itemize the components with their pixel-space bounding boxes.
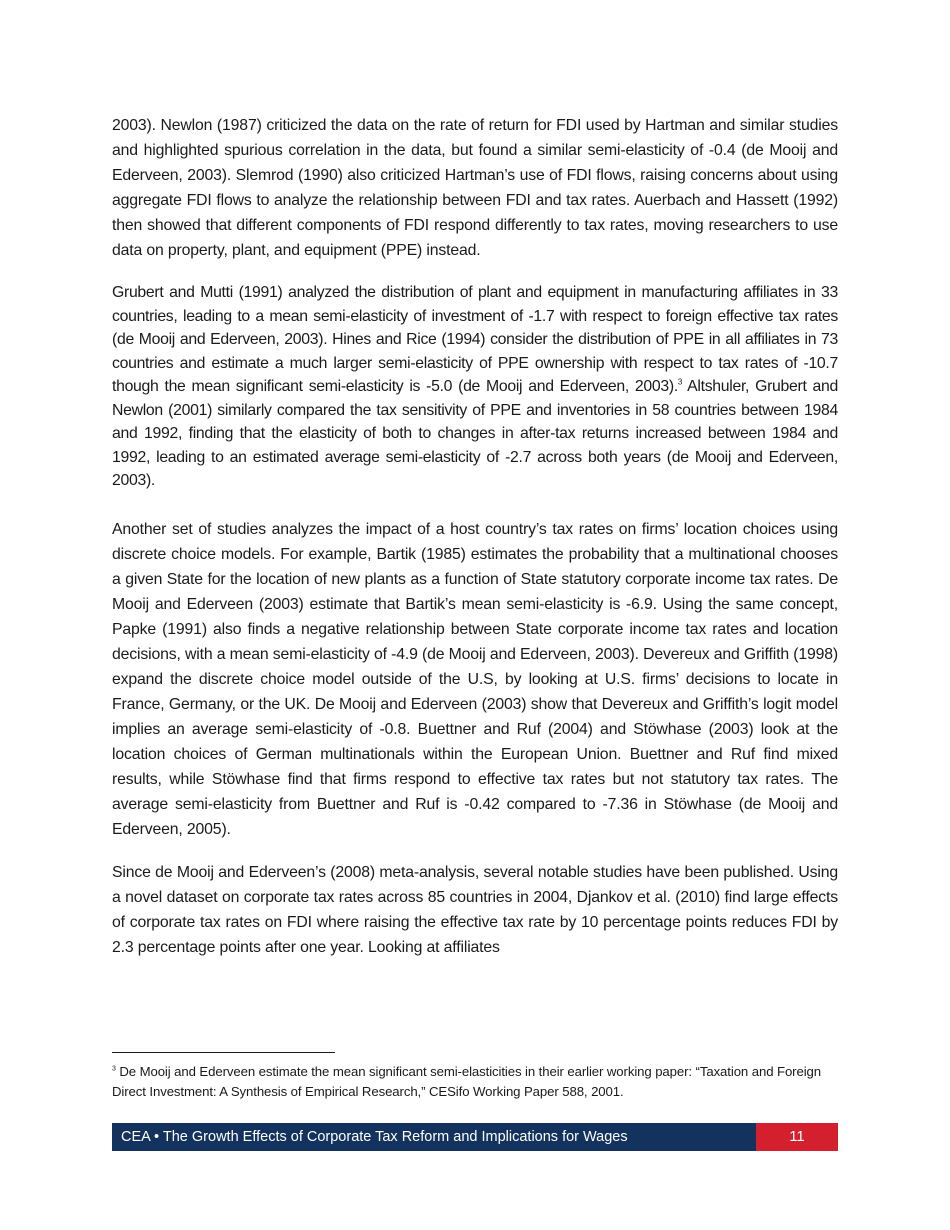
document-body bbox=[112, 113, 838, 978]
page-number: 11 bbox=[756, 1123, 838, 1151]
footnote-marker: 3 bbox=[112, 1065, 116, 1073]
footer-title: CEA • The Growth Effects of Corporate Tax Reform and Implications for Wages bbox=[112, 1123, 756, 1151]
footnote-text: De Mooij and Ederveen estimate the mean significant semi-elasticities in their earlier working paper: “Taxation and Foreign Direct Investment: A Synthesis of Empirical Research,” CESifo Working Paper 588, 2001. bbox=[112, 1064, 822, 1099]
paragraph-2-text-continued: Altshuler, Grubert and Newlon (2001) similarly compared the tax sensitivity of PPE and inventories in 58 countries between 1984 and 1992, finding that the elasticity of both to changes in after-tax returns increased between 1984 and 1992, leading to an estimated average semi-elasticity of -2.7 across both years (de Mooij and Ederveen, 2003). bbox=[112, 378, 838, 489]
footnote-separator bbox=[112, 1052, 335, 1053]
paragraph-3: Another set of studies analyzes the impact of a host country’s tax rates on firms’ location choices using discrete choice models. For example, Bartik (1985) estimates the probability that a multinational chooses a given State for the location of new plants as a function of State statutory corporate income tax rates. De Mooij and Ederveen (2003) estimate that Bartik’s mean semi-elasticity is -6.9. Using the same concept, Papke (1991) also finds a negative relationship between State corporate income tax rates and location decisions, with a mean semi-elasticity of -4.9 (de Mooij and Ederveen, 2003). Devereux and Griffith (1998) expand the discrete choice model outside of the U.S, by looking at U.S. firms’ decisions to locate in France, Germany, or the UK. De Mooij and Ederveen (2003) show that Devereux and Griffith’s logit model implies an average semi-elasticity of -0.8. Buettner and Ruf (2004) and Stöwhase (2003) look at the location choices of German multinationals within the European Union. Buettner and Ruf find mixed results, while Stöwhase find that firms respond to effective tax rates but not statutory tax rates. The average semi-elasticity from Buettner and Ruf is -0.42 compared to -7.36 in Stöwhase (de Mooij and Ederveen, 2005). bbox=[112, 520, 838, 838]
footnote-3 bbox=[112, 1062, 838, 1102]
page-footer bbox=[112, 1123, 838, 1151]
footnote-reference-3[interactable]: 3 bbox=[677, 377, 683, 387]
paragraph-2-text: Grubert and Mutti (1991) analyzed the distribution of plant and equipment in manufacturing affiliates in 33 countries, leading to a mean semi-elasticity of investment of -1.7 with respect to foreign effective tax rates (de Mooij and Ederveen, 2003). Hines and Rice (1994) consider the distribution of PPE in all affiliates in 73 countries and estimate a much larger semi-elasticity of PPE ownership with respect to tax rates of -10.7 though the mean significant semi-elasticity is -5.0 (de Mooij and Ederveen, 2003). bbox=[112, 284, 838, 395]
paragraph-1: 2003). Newlon (1987) criticized the data on the rate of return for FDI used by Hartman and similar studies and highlighted spurious correlation in the data, but found a similar semi-elasticity of -0.4 (de Mooij and Ederveen, 2003). Slemrod (1990) also criticized Hartman’s use of FDI flows, raising concerns about using aggregate FDI flows to analyze the relationship between FDI and tax rates. Auerbach and Hassett (1992) then showed that different components of FDI respond differently to tax rates, moving researchers to use data on property, plant, and equipment (PPE) instead. bbox=[112, 117, 838, 259]
paragraph-2 bbox=[112, 281, 838, 493]
paragraph-4: Since de Mooij and Ederveen’s (2008) meta-analysis, several notable studies have been published. Using a novel dataset on corporate tax rates across 85 countries in 2004, Djankov et al. (2010) find large effects of corporate tax rates on FDI where raising the effective tax rate by 10 percentage points reduces FDI by 2.3 percentage points after one year. Looking at affiliates bbox=[112, 863, 838, 956]
